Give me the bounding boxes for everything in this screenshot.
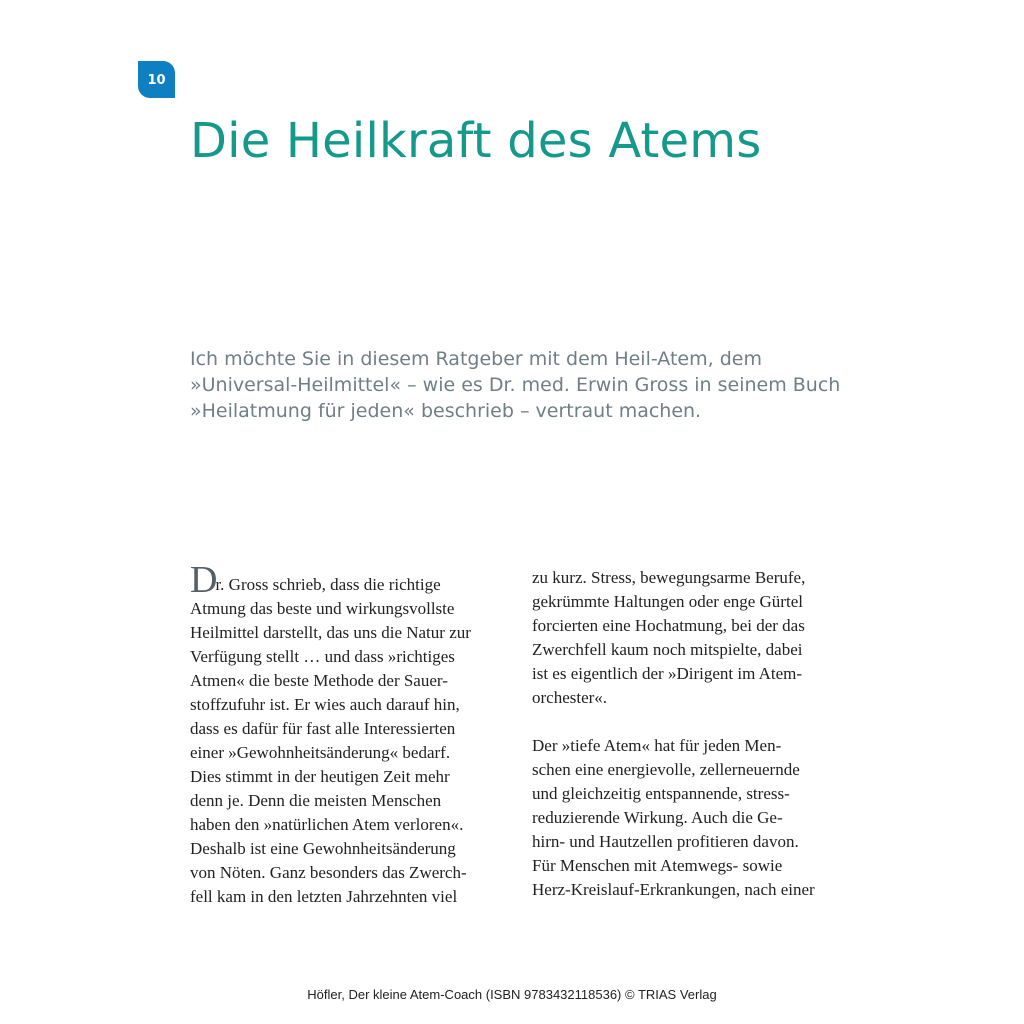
page-footer: Höfler, Der kleine Atem-Coach (ISBN 9783432118536) © TRIAS Verlag [307, 987, 717, 1002]
body-line: dass es dafür für fast alle Interessierten [190, 719, 456, 738]
body-line [190, 559, 510, 601]
lead-line: »Universal-Heilmittel« – wie es Dr. med. Erwin Gross in seinem Buch [190, 374, 841, 396]
body-line: Deshalb ist eine Gewohnheitsänderung [190, 839, 456, 858]
body-line: ist es eigentlich der »Dirigent im Atem- [532, 664, 803, 683]
lead-line: Ich möchte Sie in diesem Ratgeber mit dem Heil-Atem, dem [190, 348, 762, 370]
body-line: Für Menschen mit Atemwegs- sowie [532, 856, 783, 875]
body-line: schen eine energievolle, zellerneuernde [532, 760, 800, 779]
lead-paragraph [190, 346, 850, 424]
body-line: reduzierende Wirkung. Auch die Ge- [532, 808, 783, 827]
body-line: und gleichzeitig entspannende, stress- [532, 784, 790, 803]
body-line: Verfügung stellt … und dass »richtiges [190, 647, 455, 666]
body-line-text: r. Gross schrieb, dass die richtige [215, 575, 441, 594]
body-line: Heilmittel darstellt, das uns die Natur zur [190, 623, 471, 642]
body-line: denn je. Denn die meisten Menschen [190, 791, 442, 810]
page-number-badge [138, 61, 175, 98]
body-line: Dies stimmt in der heutigen Zeit mehr [190, 767, 450, 786]
body-line: haben den »natürlichen Atem verloren«. [190, 815, 464, 834]
body-line: Herz-Kreislauf-Erkrankungen, nach einer [532, 880, 815, 899]
lead-line: »Heilatmung für jeden« beschrieb – vertraut machen. [190, 400, 702, 422]
body-line: Zwerchfell kaum noch mitspielte, dabei [532, 640, 803, 659]
drop-cap: D [190, 559, 218, 601]
body-line: stoffzufuhr ist. Er wies auch darauf hin, [190, 695, 460, 714]
chapter-title: Die Heilkraft des Atems [190, 113, 762, 169]
body-line: von Nöten. Ganz besonders das Zwerch- [190, 863, 467, 882]
body-line: forcierten eine Hochatmung, bei der das [532, 616, 805, 635]
body-line: einer »Gewohnheitsänderung« bedarf. [190, 743, 451, 762]
body-line: Atmen« die beste Methode der Sauer- [190, 671, 448, 690]
body-line: zu kurz. Stress, bewegungsarme Berufe, [532, 568, 806, 587]
body-line: gekrümmte Haltungen oder enge Gürtel [532, 592, 803, 611]
body-line: Der »tiefe Atem« hat für jeden Men- [532, 736, 782, 755]
body-column-right [532, 566, 852, 902]
body-column-left [190, 559, 510, 909]
body-line: orchester«. [532, 688, 608, 707]
body-line: fell kam in den letzten Jahrzehnten viel [190, 887, 458, 906]
body-line: Atmung das beste und wirkungsvollste [190, 599, 455, 618]
paragraph-gap [532, 710, 852, 734]
body-line: hirn- und Hautzellen profitieren davon. [532, 832, 799, 851]
page-number: 10 [147, 72, 166, 88]
